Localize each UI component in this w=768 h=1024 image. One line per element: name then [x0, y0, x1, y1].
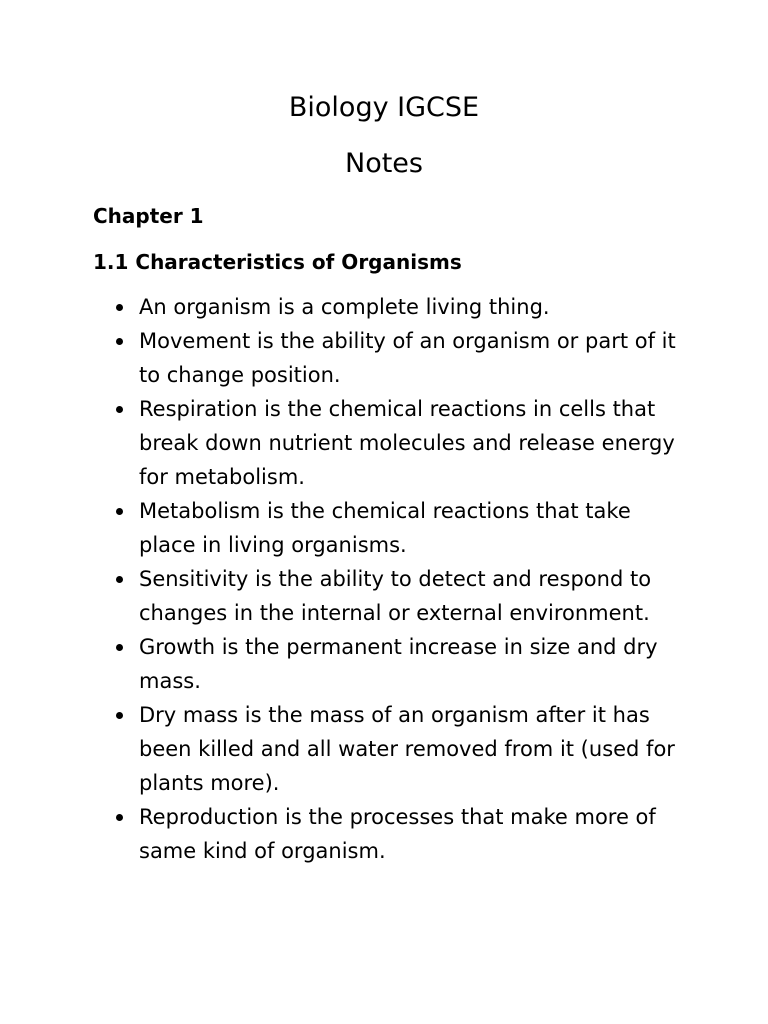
list-item-text: Sensitivity is the ability to detect and respond to changes in the internal or external environment. — [139, 567, 652, 625]
bullet-icon — [116, 576, 123, 583]
bullet-list — [0, 290, 768, 868]
bullet-icon — [116, 712, 123, 719]
list-item — [0, 630, 768, 698]
bullet-icon — [116, 338, 123, 345]
list-item-text: Movement is the ability of an organism or part of it to change position. — [139, 329, 676, 387]
list-item — [0, 494, 768, 562]
list-item — [0, 290, 768, 324]
bullet-icon — [116, 508, 123, 515]
list-item-text: Dry mass is the mass of an organism after it has been killed and all water removed from it (used for plants more). — [139, 703, 675, 795]
list-item-text: Respiration is the chemical reactions in cells that break down nutrient molecules and release energy for metabolism. — [139, 397, 675, 489]
list-item — [0, 698, 768, 800]
list-item — [0, 562, 768, 630]
list-item-text: Reproduction is the processes that make more of same kind of organism. — [139, 805, 656, 863]
list-item-text: Growth is the permanent increase in size and dry mass. — [139, 635, 658, 693]
list-item — [0, 324, 768, 392]
document-title: Biology IGCSE — [288, 92, 480, 123]
bullet-icon — [116, 304, 123, 311]
section-heading: 1.1 Characteristics of Organisms — [93, 250, 462, 274]
list-item-text: An organism is a complete living thing. — [139, 295, 550, 319]
list-item-text: Metabolism is the chemical reactions that take place in living organisms. — [139, 499, 631, 557]
bullet-icon — [116, 644, 123, 651]
bullet-icon — [116, 406, 123, 413]
bullet-icon — [116, 814, 123, 821]
document-subtitle: Notes — [345, 148, 423, 179]
list-item — [0, 800, 768, 868]
chapter-heading: Chapter 1 — [93, 204, 204, 228]
list-item — [0, 392, 768, 494]
